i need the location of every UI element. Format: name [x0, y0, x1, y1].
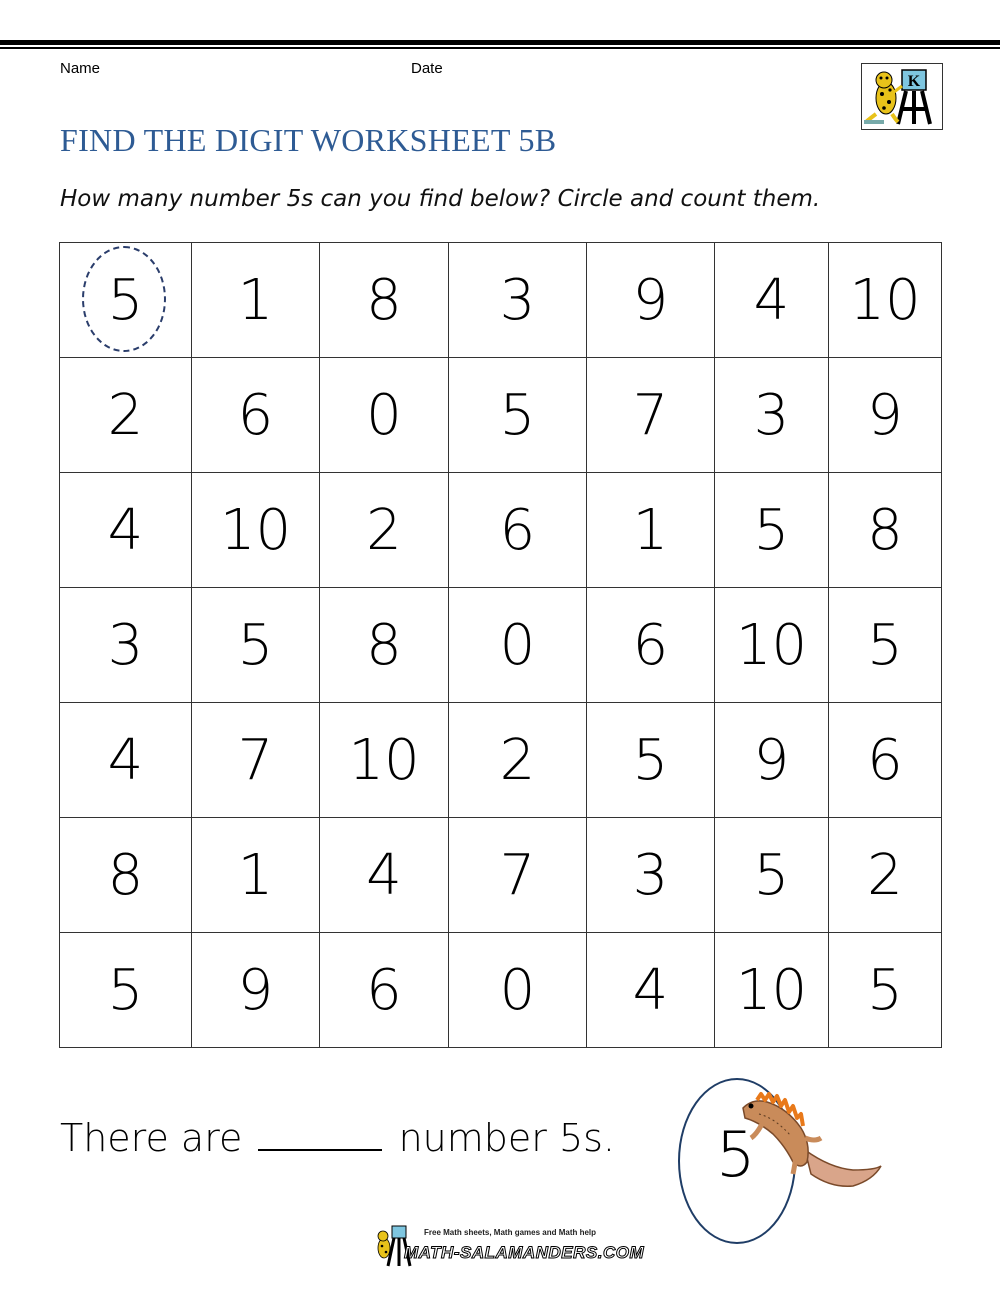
cell-number: 2: [867, 842, 903, 908]
cell-number: 6: [867, 727, 903, 793]
digit-grid: [59, 242, 942, 1048]
grid-cell[interactable]: [829, 703, 942, 818]
grid-cell[interactable]: [449, 588, 587, 703]
cell-number: 10: [219, 497, 292, 563]
cell-number: 5: [107, 957, 144, 1023]
grid-cell[interactable]: [320, 703, 449, 818]
cell-number: 1: [632, 497, 669, 563]
footer-logo: [372, 1224, 645, 1274]
cell-number: 6: [499, 497, 536, 563]
cell-number: 1: [237, 842, 274, 908]
grid-cell[interactable]: [320, 933, 449, 1048]
grid-cell[interactable]: [829, 243, 942, 358]
grid-cell[interactable]: [449, 473, 587, 588]
grid-cell[interactable]: [192, 243, 320, 358]
cell-number: 3: [499, 267, 536, 333]
cell-number: 6: [366, 957, 402, 1023]
cell-number: 0: [499, 612, 536, 678]
grid-row: [60, 818, 942, 933]
grid-cell[interactable]: [587, 818, 715, 933]
cell-number: 2: [366, 497, 402, 563]
grid-cell[interactable]: [449, 818, 587, 933]
cell-number: 10: [849, 267, 921, 333]
cell-number: 9: [632, 267, 669, 333]
cell-number: 4: [753, 267, 790, 333]
grid-cell[interactable]: [449, 243, 587, 358]
answer-prefix: There are: [60, 1116, 243, 1160]
grid-cell[interactable]: [192, 358, 320, 473]
cell-number: 5: [632, 727, 669, 793]
grid-cell[interactable]: [192, 933, 320, 1048]
salamander-icon: [735, 1088, 885, 1203]
svg-text:K: K: [907, 73, 921, 90]
cell-number: 6: [632, 612, 669, 678]
cell-number: 5: [867, 957, 903, 1023]
grid-cell[interactable]: [449, 933, 587, 1048]
grid-row: [60, 703, 942, 818]
cell-number: 10: [348, 727, 420, 793]
top-rule: [0, 40, 1000, 45]
grid-cell[interactable]: [587, 358, 715, 473]
grid-row: [60, 933, 942, 1048]
grid-cell[interactable]: [320, 588, 449, 703]
cell-number: 2: [107, 382, 144, 448]
grid-cell[interactable]: [192, 818, 320, 933]
cell-number: 10: [735, 957, 808, 1023]
cell-number: 8: [107, 842, 144, 908]
grid-cell[interactable]: [715, 358, 829, 473]
grid-cell[interactable]: [60, 243, 192, 358]
cell-number: 4: [107, 727, 144, 793]
footer-tagline: Free Math sheets, Math games and Math help: [424, 1228, 597, 1237]
grid-row: [60, 358, 942, 473]
worksheet-title: FIND THE DIGIT WORKSHEET 5B: [60, 122, 557, 158]
grid-cell[interactable]: [60, 588, 192, 703]
cell-number: 1: [237, 267, 274, 333]
instructions: How many number 5s can you find below? Circle and count them.: [60, 186, 821, 212]
grid-cell[interactable]: [449, 358, 587, 473]
answer-suffix: number 5s.: [398, 1116, 616, 1160]
cell-number: 7: [632, 382, 669, 448]
answer-sentence: [60, 1115, 615, 1160]
cell-number: 8: [366, 267, 402, 333]
grid-cell[interactable]: [715, 703, 829, 818]
cell-number: 0: [499, 957, 536, 1023]
grid-cell[interactable]: [192, 703, 320, 818]
grid-cell[interactable]: [320, 818, 449, 933]
date-label: Date: [411, 60, 443, 77]
cell-number: 4: [366, 842, 402, 908]
cell-number: 3: [632, 842, 669, 908]
top-rule-thin: [0, 47, 1000, 49]
cell-number: 2: [499, 727, 536, 793]
grid-cell[interactable]: [587, 473, 715, 588]
grid-cell[interactable]: [320, 358, 449, 473]
grid-cell[interactable]: [715, 473, 829, 588]
cell-number: 3: [753, 382, 790, 448]
salamander-logo-icon: [861, 63, 943, 130]
cell-number: 5: [753, 842, 790, 908]
footer-brand: MATH-SALAMANDERS.COM: [404, 1243, 645, 1262]
cell-number: 6: [237, 382, 274, 448]
grid-cell[interactable]: [587, 933, 715, 1048]
grid-cell[interactable]: [715, 933, 829, 1048]
grid-cell[interactable]: [449, 703, 587, 818]
cell-number: 10: [735, 612, 808, 678]
cell-number: 5: [237, 612, 274, 678]
grid-cell[interactable]: [829, 588, 942, 703]
grid-cell[interactable]: [715, 243, 829, 358]
grid-cell[interactable]: [829, 473, 942, 588]
grid-cell[interactable]: [60, 473, 192, 588]
cell-number: 8: [366, 612, 402, 678]
grid-cell[interactable]: [587, 243, 715, 358]
name-label: Name: [60, 60, 101, 77]
grid-cell[interactable]: [60, 358, 192, 473]
grid-cell[interactable]: [60, 818, 192, 933]
cell-number: 7: [499, 842, 536, 908]
grid-cell[interactable]: [192, 473, 320, 588]
cell-number: 8: [867, 497, 903, 563]
grid-cell[interactable]: [320, 473, 449, 588]
mascot-digit: 5: [716, 1118, 756, 1191]
grid-cell[interactable]: [60, 703, 192, 818]
cell-number: 5: [499, 382, 536, 448]
grid-row: [60, 473, 942, 588]
grid-cell[interactable]: [192, 588, 320, 703]
grid-cell[interactable]: [715, 818, 829, 933]
grid-cell[interactable]: [829, 933, 942, 1048]
cell-number: 9: [753, 727, 790, 793]
cell-number: 9: [237, 957, 274, 1023]
grid-cell[interactable]: [715, 588, 829, 703]
cell-number: 5: [107, 267, 144, 333]
cell-number: 3: [107, 612, 144, 678]
grid-cell[interactable]: [829, 358, 942, 473]
answer-blank[interactable]: [258, 1115, 382, 1151]
grid-cell[interactable]: [320, 243, 449, 358]
cell-number: 5: [867, 612, 903, 678]
cell-number: 0: [366, 382, 402, 448]
cell-number: 7: [237, 727, 274, 793]
cell-number: 4: [632, 957, 669, 1023]
cell-number: 9: [867, 382, 903, 448]
grid-cell[interactable]: [587, 703, 715, 818]
cell-number: 4: [107, 497, 144, 563]
grid-cell[interactable]: [587, 588, 715, 703]
grid-row: [60, 243, 942, 358]
grid-cell[interactable]: [60, 933, 192, 1048]
grid-row: [60, 588, 942, 703]
grid-cell[interactable]: [829, 818, 942, 933]
cell-number: 5: [753, 497, 790, 563]
